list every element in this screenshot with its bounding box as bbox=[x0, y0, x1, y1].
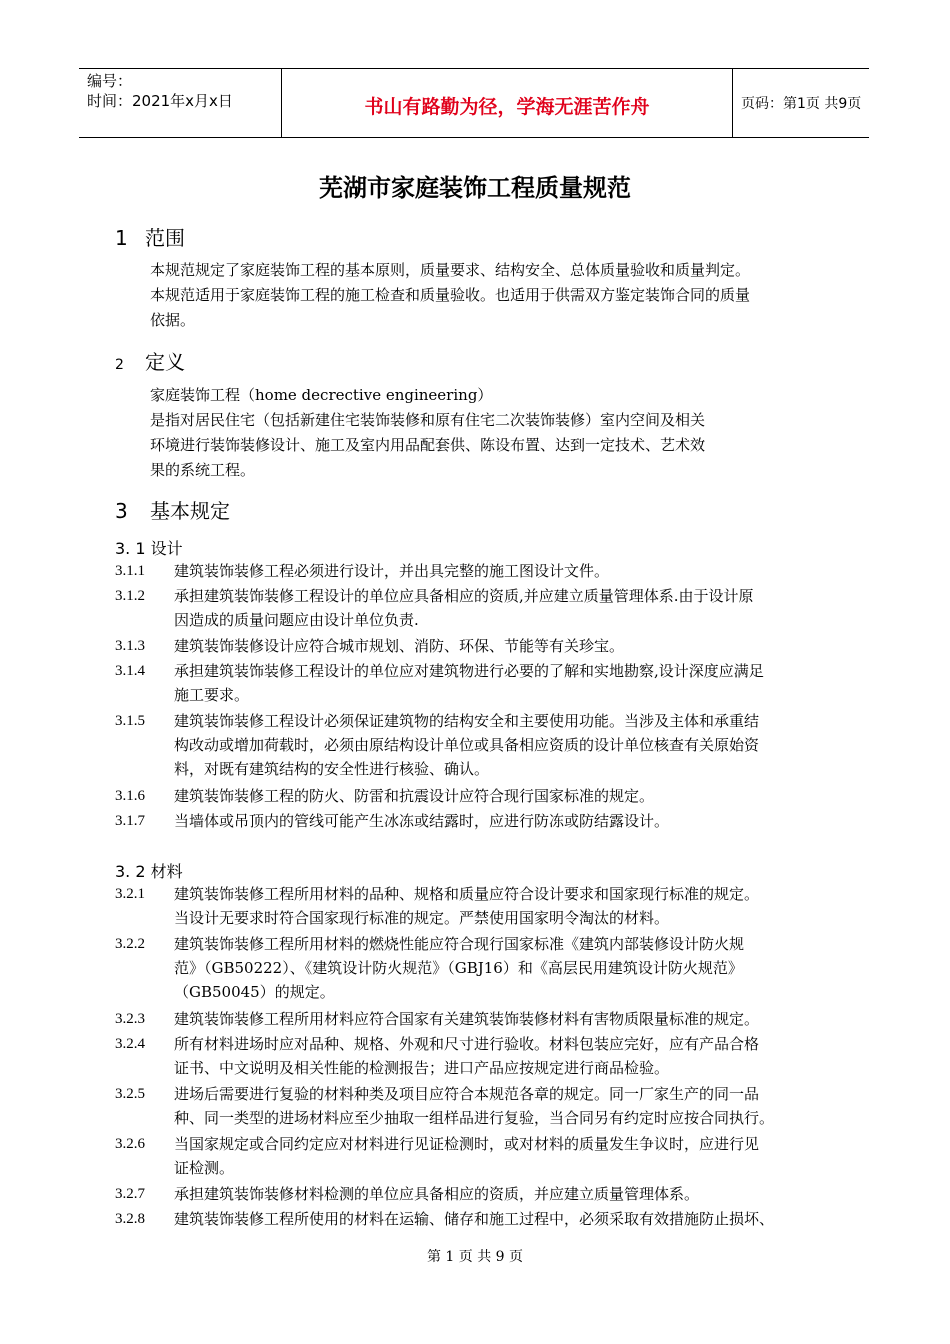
subsection-heading-materials: 3. 2 材料 bbox=[115, 862, 183, 881]
header-middle-cell bbox=[281, 69, 733, 137]
clause-line: 承担建筑装饰装修工程设计的单位应具备相应的资质,并应建立质量管理体系.由于设计原 bbox=[174, 587, 754, 605]
clause-text bbox=[174, 1007, 854, 1031]
section-title: 基本规定 bbox=[150, 499, 230, 523]
clause-line: 证书、中文说明及相关性能的检测报告；进口产品应按规定进行商品检验。 bbox=[174, 1059, 670, 1077]
clause-text bbox=[174, 784, 854, 808]
clause-line: 承担建筑装饰装修材料检测的单位应具备相应的资质，并应建立质量管理体系。 bbox=[174, 1185, 700, 1203]
text-line: 依据。 bbox=[150, 311, 196, 329]
clause-text bbox=[174, 1182, 854, 1206]
clause-line: 施工要求。 bbox=[174, 686, 250, 704]
page-info: 页码：第1页 共9页 bbox=[741, 96, 862, 112]
clause-text bbox=[174, 634, 854, 658]
clause-line: 种、同一类型的进场材料应至少抽取一组样品进行复验，当合同另有约定时应按合同执行。 bbox=[174, 1109, 775, 1127]
scope-paragraph bbox=[150, 258, 750, 333]
time-label: 时间：2021年x月x日 bbox=[87, 92, 233, 110]
clause-line: （GB50045）的规定。 bbox=[174, 983, 335, 1001]
text-line: 家庭装饰工程（home decrective engineering） bbox=[150, 386, 493, 404]
clause-text bbox=[174, 559, 854, 583]
number-label: 编号： bbox=[87, 72, 133, 90]
header-right-cell bbox=[733, 69, 869, 137]
page-header bbox=[79, 68, 869, 138]
clause-line: 建筑装饰装修工程所用材料的品种、规格和质量应符合设计要求和国家现行标准的规定。 bbox=[174, 885, 760, 903]
clause-line: 因造成的质量问题应由设计单位负责. bbox=[174, 611, 419, 629]
clause-line: 建筑装饰装修工程所用材料应符合国家有关建筑装饰装修材料有害物质限量标准的规定。 bbox=[174, 1010, 760, 1028]
clause-text bbox=[174, 932, 854, 1004]
text-line: 果的系统工程。 bbox=[150, 461, 256, 479]
clause-line: 所有材料进场时应对品种、规格、外观和尺寸进行验收。材料包装应完好，应有产品合格 bbox=[174, 1035, 760, 1053]
clause-number: 3.2.2 bbox=[115, 936, 145, 952]
section-heading-definition bbox=[115, 346, 185, 375]
clause-text bbox=[174, 659, 854, 707]
clause-line: 当设计无要求时符合国家现行标准的规定。严禁使用国家明令淘汰的材料。 bbox=[174, 909, 670, 927]
clause-number: 3.2.7 bbox=[115, 1186, 145, 1202]
document-title: 芜湖市家庭装饰工程质量规范 bbox=[319, 174, 631, 202]
clause-number: 3.1.7 bbox=[115, 813, 145, 829]
clause-line: 建筑装饰装修工程设计必须保证建筑物的结构安全和主要使用功能。当涉及主体和承重结 bbox=[174, 712, 760, 730]
clause-line: 建筑装饰装修工程必须进行设计，并出具完整的施工图设计文件。 bbox=[174, 562, 610, 580]
clause-text bbox=[174, 584, 854, 632]
clause-line: 证检测。 bbox=[174, 1159, 235, 1177]
clause-number: 3.1.6 bbox=[115, 788, 145, 804]
section-number: 1 bbox=[115, 226, 128, 250]
clause-number: 3.1.3 bbox=[115, 638, 145, 654]
section-title: 范围 bbox=[145, 226, 185, 250]
text-line: 本规范适用于家庭装饰工程的施工检查和质量验收。也适用于供需双方鉴定装饰合同的质量 bbox=[150, 286, 751, 304]
clause-line: 建筑装饰装修工程所使用的材料在运输、储存和施工过程中，必须采取有效措施防止损坏、 bbox=[174, 1210, 775, 1228]
clause-number: 3.2.5 bbox=[115, 1086, 145, 1102]
clause-text bbox=[174, 1032, 854, 1080]
clause-number: 3.2.1 bbox=[115, 886, 145, 902]
clause-number: 3.2.4 bbox=[115, 1036, 145, 1052]
clause-number: 3.1.4 bbox=[115, 663, 145, 679]
clause-line: 建筑装饰装修工程的防火、防雷和抗震设计应符合现行国家标准的规定。 bbox=[174, 787, 655, 805]
clause-line: 当墙体或吊顶内的管线可能产生冰冻或结露时，应进行防冻或防结露设计。 bbox=[174, 812, 670, 830]
text-line: 是指对居民住宅（包括新建住宅装饰装修和原有住宅二次装饰装修）室内空间及相关 bbox=[150, 411, 706, 429]
section-heading-scope bbox=[115, 222, 185, 251]
page-footer: 第 1 页 共 9 页 bbox=[426, 1249, 524, 1265]
section-number: 2 bbox=[115, 357, 124, 373]
clause-line: 进场后需要进行复验的材料种类及项目应符合本规范各章的规定。同一厂家生产的同一品 bbox=[174, 1085, 760, 1103]
clause-number: 3.1.5 bbox=[115, 713, 145, 729]
clause-line: 当国家规定或合同约定应对材料进行见证检测时，或对材料的质量发生争议时，应进行见 bbox=[174, 1135, 760, 1153]
clause-line: 构改动或增加荷载时，必须由原结构设计单位或具备相应资质的设计单位核查有关原始资 bbox=[174, 736, 760, 754]
text-line: 环境进行装饰装修设计、施工及室内用品配套供、陈设布置、达到一定技术、艺术效 bbox=[150, 436, 706, 454]
clause-line: 建筑装饰装修设计应符合城市规划、消防、环保、节能等有关珍宝。 bbox=[174, 637, 625, 655]
clause-line: 料，对既有建筑结构的安全性进行核验、确认。 bbox=[174, 760, 490, 778]
motto: 书山有路勤为径，学海无涯苦作舟 bbox=[364, 96, 650, 118]
section-title: 定义 bbox=[145, 350, 185, 374]
header-left-cell bbox=[79, 69, 281, 137]
clause-text bbox=[174, 1132, 854, 1180]
clause-number: 3.2.3 bbox=[115, 1011, 145, 1027]
clause-line: 承担建筑装饰装修工程设计的单位应对建筑物进行必要的了解和实地勘察,设计深度应满足 bbox=[174, 662, 764, 680]
section-heading-basic-rules bbox=[115, 495, 230, 524]
clause-number: 3.2.6 bbox=[115, 1136, 145, 1152]
clause-text bbox=[174, 709, 854, 781]
clause-number: 3.2.8 bbox=[115, 1211, 145, 1227]
clause-text bbox=[174, 1207, 854, 1231]
clause-line: 建筑装饰装修工程所用材料的燃烧性能应符合现行国家标准《建筑内部装修设计防火规 bbox=[174, 935, 745, 953]
subsection-heading-design: 3. 1 设计 bbox=[115, 539, 183, 558]
clause-text bbox=[174, 1082, 854, 1130]
definition-paragraph bbox=[150, 383, 705, 483]
section-number: 3 bbox=[115, 499, 128, 523]
clause-text bbox=[174, 882, 854, 930]
clause-number: 3.1.1 bbox=[115, 563, 145, 579]
clause-number: 3.1.2 bbox=[115, 588, 145, 604]
text-line: 本规范规定了家庭装饰工程的基本原则，质量要求、结构安全、总体质量验收和质量判定。 bbox=[150, 261, 751, 279]
clause-line: 范》（GB50222）、《建筑设计防火规范》（GBJ16）和《高层民用建筑设计防火规范》 bbox=[174, 959, 743, 977]
clause-text bbox=[174, 809, 854, 833]
